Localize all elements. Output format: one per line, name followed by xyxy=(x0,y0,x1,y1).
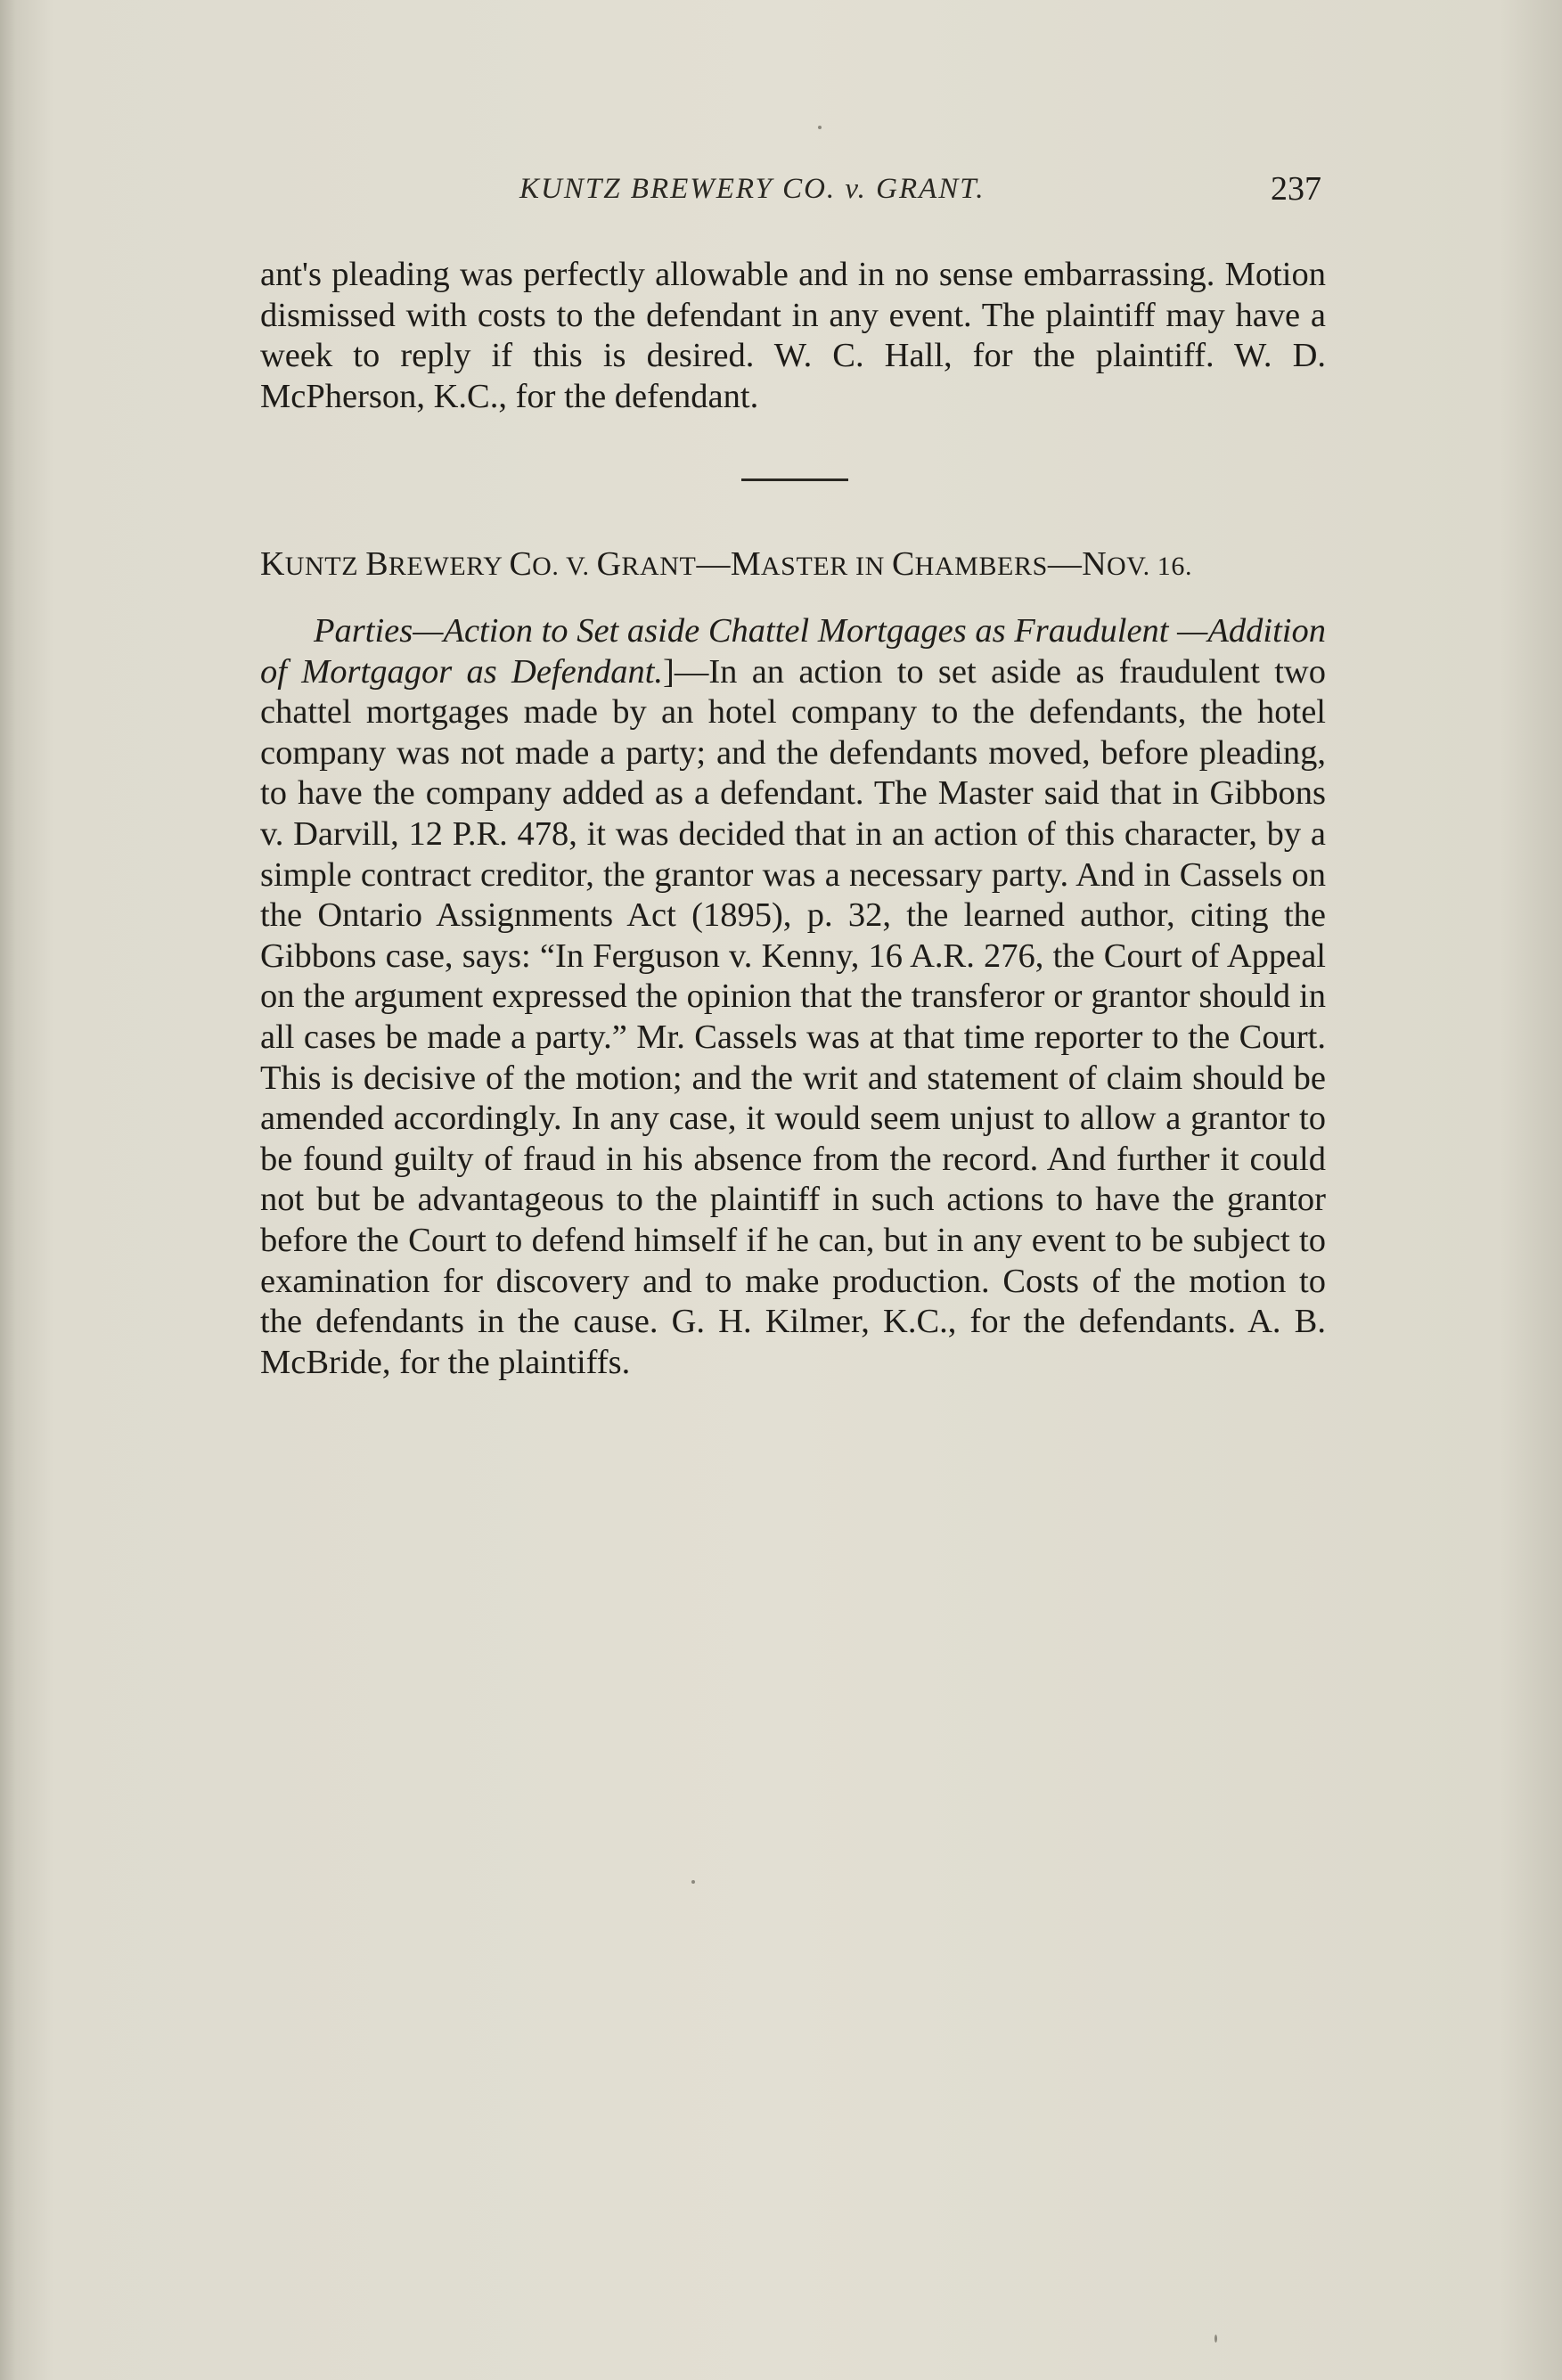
continuation-paragraph: ant's pleading was perfectly allowable and in no sense embarrassing. Motion dismissed with costs to the defendant in any event. The plaintiff may have a week to reply if this is desired. W. C. Hall, for the plaintiff. W. D. McPherson, K.C., for the defendant. xyxy=(260,256,1326,415)
case-heading-dash: — xyxy=(696,545,731,583)
paper-speck xyxy=(691,1880,695,1884)
case-heading-part: HAMBERS xyxy=(914,552,1048,581)
case-heading-dash: — xyxy=(1047,545,1083,583)
case-heading-initial: K xyxy=(260,545,285,583)
section-divider xyxy=(741,478,848,481)
case-heading-part: O. V. xyxy=(532,552,597,581)
paper-speck xyxy=(818,126,822,129)
case-heading-part: OV. 16. xyxy=(1106,552,1193,581)
page-number: 237 xyxy=(1271,170,1321,208)
paper-speck xyxy=(1214,2335,1217,2343)
case-heading-part: UNTZ xyxy=(284,552,366,581)
running-title: KUNTZ BREWERY CO. v. GRANT. xyxy=(519,173,985,205)
case-heading-initial: C xyxy=(891,545,915,583)
case-report-paragraph xyxy=(260,611,1326,1383)
case-heading-initial: C xyxy=(509,545,533,583)
case-heading-initial: N xyxy=(1082,545,1107,583)
running-head xyxy=(0,169,1562,214)
case-heading-initial: B xyxy=(365,545,388,583)
case-heading-part: RANT xyxy=(621,552,697,581)
headnote: Parties—Action to Set aside Chattel Mortgages as Fraudulent —Addition of Mortgagor as Defendant. xyxy=(260,612,1326,691)
case-heading-part: REWERY xyxy=(388,552,510,581)
case-report-body: ]—In an action to set aside as fraudulent two chattel mortgages made by an hotel company to the defendants, the hotel company was not made a party; and the defendants moved, before pleading, to have the company added as a defendant. The Master said that in Gibbons v. Darvill, 12 P.R. 478, it was decided that in an action of this character, by a simple contract creditor, the grantor was a necessary party. And in Cassels on the Ontario Assignments Act (1895), p. 32, the learned author, citing the Gibbons case, says: “In Ferguson v. Kenny, 16 A.R. 276, the Court of Appeal on the argument expressed the opinion that the transferor or grantor should in all cases be made a party.” Mr. Cassels was at that time reporter to the Court. This is decisive of the motion; and the writ and statement of claim should be amended accordingly. In any case, it would seem unjust to allow a grantor to be found guilty of fraud in his absence from the record. And further it could not but be advantageous to the plaintiff in such actions to have the grantor before the Court to defend himself if he can, but in any event to be subject to examination for discovery and to make production. Costs of the motion to the defendants in the cause. G. H. Kilmer, K.C., for the defendants. A. B. McBride, for the plaintiffs. xyxy=(260,652,1326,1381)
case-heading xyxy=(260,544,1326,587)
case-heading-initial: M xyxy=(730,545,761,583)
case-heading-part: ASTER IN xyxy=(760,552,892,581)
case-heading-initial: G xyxy=(596,545,622,583)
